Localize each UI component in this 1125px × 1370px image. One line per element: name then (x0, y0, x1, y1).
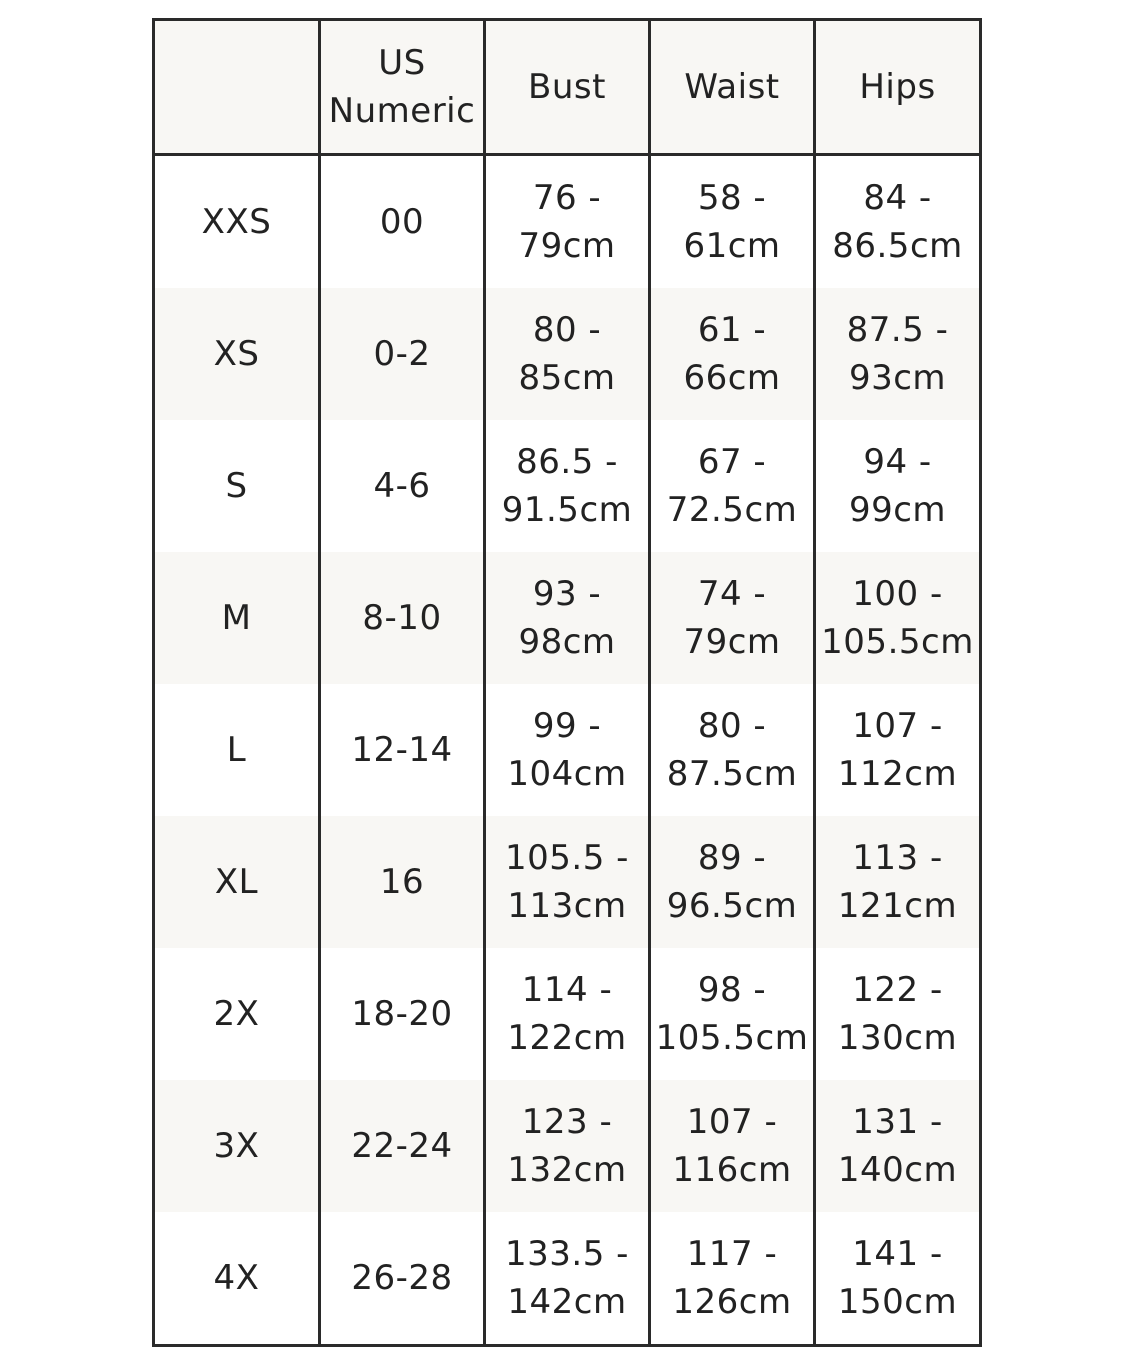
cell-line: 99cm (848, 490, 947, 530)
us-numeric-cell: 8-10 (320, 552, 485, 684)
cell-line: 123 - (521, 1102, 613, 1142)
header-hips: Hips (815, 20, 981, 155)
cell-line: 132cm (507, 1150, 627, 1190)
bust-cell (485, 1212, 650, 1346)
cell-line: 93 - (532, 574, 602, 614)
header-us-numeric (320, 20, 485, 155)
cell-line: 122 - (852, 970, 943, 1010)
us-numeric-cell: 16 (320, 816, 485, 948)
cell-line: 140cm (837, 1150, 958, 1190)
header-size (154, 20, 320, 155)
cell-line: 86.5 - (516, 442, 618, 482)
us-numeric-cell: 4-6 (320, 420, 485, 552)
cell-line: 58 - (697, 178, 767, 218)
table-row (154, 1212, 981, 1346)
hips-cell (815, 1080, 981, 1212)
cell-line: 117 - (686, 1234, 778, 1274)
cell-line: 98 - (697, 970, 767, 1010)
waist-cell (650, 684, 815, 816)
cell-line: 72.5cm (666, 490, 798, 530)
bust-cell (485, 684, 650, 816)
cell-line: 142cm (507, 1282, 627, 1322)
table-body (154, 155, 981, 1346)
cell-line: 76 - (532, 178, 602, 218)
cell-line: 131 - (852, 1102, 943, 1142)
cell-line: 79cm (518, 226, 616, 266)
table-row (154, 155, 981, 289)
table-row (154, 816, 981, 948)
hips-cell (815, 552, 981, 684)
cell-line: 150cm (837, 1282, 958, 1322)
cell-line: 113cm (507, 886, 627, 926)
cell-line: 121cm (837, 886, 958, 926)
cell-line: 122cm (507, 1018, 627, 1058)
hips-cell (815, 684, 981, 816)
cell-line: 96.5cm (666, 886, 798, 926)
size-label-cell: M (154, 552, 320, 684)
bust-cell (485, 155, 650, 289)
cell-line: 105.5 - (505, 838, 629, 878)
cell-line: 116cm (672, 1150, 792, 1190)
table-row (154, 1080, 981, 1212)
waist-cell (650, 420, 815, 552)
size-label-cell: 2X (154, 948, 320, 1080)
bust-cell (485, 1080, 650, 1212)
cell-line: 89 - (697, 838, 767, 878)
cell-line: 67 - (697, 442, 767, 482)
table-row (154, 288, 981, 420)
cell-line: 99 - (532, 706, 602, 746)
bust-cell (485, 288, 650, 420)
cell-line: 98cm (518, 622, 616, 662)
hips-cell (815, 288, 981, 420)
cell-line: 100 - (852, 574, 943, 614)
size-label-cell: XS (154, 288, 320, 420)
hips-cell (815, 816, 981, 948)
us-numeric-cell: 18-20 (320, 948, 485, 1080)
bust-cell (485, 816, 650, 948)
cell-line: 91.5cm (501, 490, 633, 530)
cell-line: 104cm (507, 754, 627, 794)
cell-line: 85cm (518, 358, 616, 398)
table-row (154, 684, 981, 816)
cell-line: 107 - (852, 706, 943, 746)
cell-line: 80 - (532, 310, 602, 350)
size-label-cell: XL (154, 816, 320, 948)
bust-cell (485, 948, 650, 1080)
cell-line: 80 - (697, 706, 767, 746)
waist-cell (650, 1080, 815, 1212)
bust-cell (485, 552, 650, 684)
cell-line: 79cm (683, 622, 781, 662)
waist-cell (650, 155, 815, 289)
us-numeric-cell: 26-28 (320, 1212, 485, 1346)
table-row (154, 420, 981, 552)
us-numeric-cell: 00 (320, 155, 485, 289)
us-numeric-cell: 22-24 (320, 1080, 485, 1212)
table-row (154, 948, 981, 1080)
waist-cell (650, 1212, 815, 1346)
hips-cell (815, 948, 981, 1080)
table-header (154, 20, 981, 155)
size-label-cell: 3X (154, 1080, 320, 1212)
cell-line: 130cm (837, 1018, 958, 1058)
cell-line: 66cm (683, 358, 781, 398)
size-label-cell: L (154, 684, 320, 816)
header-row (154, 20, 981, 155)
cell-line: 87.5 - (846, 310, 949, 350)
cell-line: Numeric (328, 91, 476, 131)
cell-line: 107 - (686, 1102, 778, 1142)
header-waist: Waist (650, 20, 815, 155)
cell-line: 93cm (848, 358, 947, 398)
cell-line: 105.5cm (655, 1018, 809, 1058)
bust-cell (485, 420, 650, 552)
us-numeric-cell: 0-2 (320, 288, 485, 420)
cell-line: 87.5cm (666, 754, 798, 794)
waist-cell (650, 552, 815, 684)
cell-line: 141 - (852, 1234, 943, 1274)
hips-cell (815, 420, 981, 552)
us-numeric-cell: 12-14 (320, 684, 485, 816)
size-label-cell: XXS (154, 155, 320, 289)
cell-line: US (378, 43, 426, 83)
cell-line: 61 - (697, 310, 767, 350)
size-chart-table (152, 18, 982, 1347)
cell-line: 84 - (863, 178, 932, 218)
cell-line: 126cm (672, 1282, 792, 1322)
cell-line: 94 - (863, 442, 932, 482)
table-row (154, 552, 981, 684)
hips-cell (815, 1212, 981, 1346)
cell-line: 86.5cm (832, 226, 963, 266)
waist-cell (650, 816, 815, 948)
cell-line: 61cm (683, 226, 781, 266)
cell-line: 105.5cm (821, 622, 974, 662)
header-bust: Bust (485, 20, 650, 155)
waist-cell (650, 948, 815, 1080)
cell-line: 112cm (837, 754, 958, 794)
waist-cell (650, 288, 815, 420)
cell-line: 114 - (521, 970, 613, 1010)
cell-line: 133.5 - (505, 1234, 629, 1274)
cell-line: 113 - (852, 838, 943, 878)
size-label-cell: 4X (154, 1212, 320, 1346)
hips-cell (815, 155, 981, 289)
cell-line: 74 - (697, 574, 767, 614)
size-label-cell: S (154, 420, 320, 552)
